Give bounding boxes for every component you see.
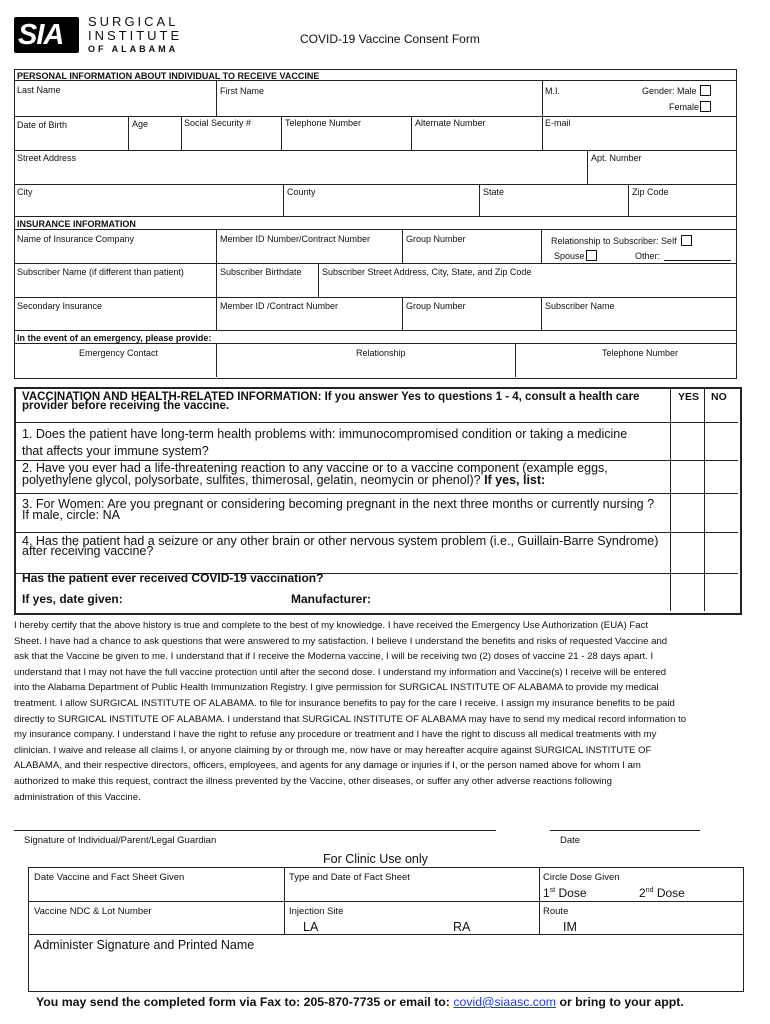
signature-label: Signature of Individual/Parent/Legal Guardian (24, 835, 217, 846)
secondary-member-id-field[interactable]: Member ID /Contract Number (220, 301, 339, 311)
question-2-line2 (22, 474, 545, 487)
secondary-subscriber-name-field[interactable]: Subscriber Name (545, 301, 615, 311)
administer-signature-field[interactable]: Administer Signature and Printed Name (34, 938, 255, 952)
consent-line: I hereby certify that the above history is true and complete to the best of my knowledge. I have received the Emergency Use Authorization (EUA) Fact (14, 620, 649, 631)
consent-line: treatment. I allow SURGICAL INSTITUTE OF ALABAMA. to file for insurance benefits to pay for the care I receive. I assign my insurance benefits to be paid (14, 697, 675, 709)
state-field[interactable]: State (483, 187, 505, 197)
clinic-use-table (28, 867, 744, 992)
question-3-yes-cell[interactable] (671, 494, 704, 532)
injection-site-la[interactable]: LA (303, 920, 319, 934)
relationship-self-checkbox[interactable] (681, 235, 692, 246)
last-name-field[interactable]: Last Name (17, 85, 61, 95)
dose-2-word: Dose (656, 886, 685, 900)
date-line[interactable] (550, 830, 700, 831)
subscriber-address-field[interactable]: Subscriber Street Address, City, State, and Zip Code (322, 267, 532, 277)
covid-no-cell[interactable] (705, 574, 738, 610)
date-label: Date (560, 835, 581, 846)
county-field[interactable]: County (287, 187, 316, 197)
consent-line: administration of this Vaccine. (14, 791, 141, 803)
dose-1-sup: st (549, 887, 556, 894)
emergency-relationship-field[interactable]: Relationship (356, 348, 406, 358)
date-vaccine-given-field[interactable]: Date Vaccine and Fact Sheet Given (34, 872, 185, 883)
logo-text: SIA (18, 19, 64, 51)
city-field[interactable]: City (17, 187, 33, 197)
form-title: COVID-19 Vaccine Consent Form (300, 32, 480, 46)
relationship-spouse-checkbox[interactable] (586, 250, 597, 261)
dose-2-number: 2 (639, 886, 646, 900)
consent-line: Sheet. I have had a chance to ask questions that were answered to my satisfaction. I believe I understand the benefits and risks of requested Vaccine and (14, 635, 668, 647)
emergency-contact-field[interactable]: Emergency Contact (79, 348, 159, 358)
brand-name (88, 15, 182, 55)
dose-1-word: Dose (558, 886, 587, 900)
gender-male-checkbox[interactable] (700, 85, 711, 96)
question-1-line1: 1. Does the patient have long-term health problems with: immunocompromised condition or taking a medicine (22, 427, 628, 441)
covid-yes-cell[interactable] (671, 574, 704, 610)
brand-line-3: OF ALABAMA (88, 44, 179, 54)
insurance-company-field[interactable]: Name of Insurance Company (17, 234, 135, 244)
consent-line: authorized to make this request, contract the illness prevented by the Vaccine, other diseases, or suffer any other adverse reactions following (14, 775, 612, 787)
question-2-yes-cell[interactable] (671, 461, 704, 493)
question-1-line2: that affects your immune system? (22, 444, 209, 458)
subscriber-name-field[interactable]: Subscriber Name (if different than patient) (17, 267, 184, 277)
no-column-header: NO (711, 391, 727, 403)
secondary-group-number-field[interactable]: Group Number (406, 301, 466, 311)
emergency-telephone-field[interactable]: Telephone Number (602, 348, 679, 358)
brand-line-2: INSTITUTE (88, 28, 183, 43)
signature-line[interactable] (14, 830, 496, 831)
question-4-line2: after receiving vaccine? (22, 544, 154, 558)
dose-1-option[interactable] (543, 886, 587, 900)
zip-code-field[interactable]: Zip Code (632, 187, 669, 197)
footer-text-before: You may send the completed form via Fax to: 205-870-7735 or email to: (36, 995, 450, 1009)
route-im[interactable]: IM (563, 920, 577, 934)
brand-line-1: SURGICAL (88, 14, 179, 29)
question-2-if-yes-list: If yes, list: (484, 473, 546, 487)
relationship-spouse-label: Spouse (554, 251, 585, 261)
relationship-self-label: Relationship to Subscriber: Self (551, 236, 677, 246)
clinic-use-title: For Clinic Use only (323, 852, 428, 866)
group-number-field[interactable]: Group Number (406, 234, 466, 244)
covid-date-given-label[interactable]: If yes, date given: (22, 592, 123, 606)
circle-dose-label: Circle Dose Given (543, 872, 620, 883)
question-1-yes-cell[interactable] (671, 423, 704, 460)
injection-site-ra[interactable]: RA (453, 920, 471, 934)
question-2-no-cell[interactable] (705, 461, 738, 493)
consent-line: ALABAMA, and their respective directors, officers, employees, and agents for any damage or injuries if I, or the person named above for whom I am (14, 760, 641, 772)
consent-paragraph (14, 618, 726, 805)
footer-text-after: or bring to your appt. (559, 995, 684, 1009)
vaccination-header-line1: VACCINATION AND HEALTH-RELATED INFORMATION: If you answer Yes to questions 1 - 4, consult a health care (22, 391, 640, 403)
alternate-number-field[interactable]: Alternate Number (415, 118, 486, 128)
subscriber-birthdate-field[interactable]: Subscriber Birthdate (220, 267, 302, 277)
personal-section-title: PERSONAL INFORMATION ABOUT INDIVIDUAL TO RECEIVE VACCINE (17, 71, 320, 81)
gender-female-checkbox[interactable] (700, 101, 711, 112)
question-4-no-cell[interactable] (705, 533, 738, 573)
member-id-field[interactable]: Member ID Number/Contract Number (220, 234, 371, 244)
secondary-insurance-field[interactable]: Secondary Insurance (17, 301, 103, 311)
first-name-field[interactable]: First Name (220, 86, 265, 96)
question-3-line1: 3. For Women: Are you pregnant or considering becoming pregnant in the next three months or currently nursing ? (22, 497, 655, 511)
dob-field[interactable]: Date of Birth (17, 120, 68, 130)
consent-line: into the Alabama Department of Public Health Immunization Registry. I give permission for SURGICAL INSTITUTE OF ALABAMA to provide my medical (14, 682, 659, 694)
email-field[interactable]: E-mail (545, 118, 571, 128)
apt-number-field[interactable]: Apt. Number (591, 153, 642, 163)
mi-field[interactable]: M.I. (545, 86, 560, 96)
dose-2-sup: nd (645, 887, 654, 894)
question-4-line1: 4. Has the patient had a seizure or any other brain or other nervous system problem (i.e., Guillain-Barre Syndrome) (22, 534, 659, 548)
question-4-yes-cell[interactable] (671, 533, 704, 573)
consent-line: my insurance company. I understand I have the right to refuse any procedure or treatment and I have the right to discuss all medical treatments with my (14, 729, 657, 741)
footer-instructions (36, 995, 684, 1009)
footer-email-link[interactable]: covid@siaasc.com (453, 995, 557, 1009)
fact-sheet-type-field[interactable]: Type and Date of Fact Sheet (289, 872, 410, 883)
vaccine-ndc-lot-field[interactable]: Vaccine NDC & Lot Number (34, 906, 152, 917)
consent-line: understand that I may not have the full vaccine protection until after the second dose. I understand my information and Vaccine(s) I receive will be entered (14, 666, 667, 678)
street-address-field[interactable]: Street Address (17, 153, 77, 163)
relationship-other-label: Other: (635, 251, 661, 261)
route-label: Route (543, 906, 569, 917)
consent-line: clinician. I waive and release all claims I, or anyone claiming by or through me, now have or may hereafter acquire against SURGICAL INSTITUTE OF (14, 744, 652, 756)
logo (14, 17, 79, 53)
question-1-no-cell[interactable] (705, 423, 738, 460)
dose-2-option[interactable] (639, 886, 685, 900)
vaccination-header-line2: provider before receiving the vaccine. (22, 400, 230, 412)
question-3-line2: If male, circle: NA (22, 508, 120, 522)
consent-line: directly to SURGICAL INSTITUTE OF ALABAMA. I understand that SURGICAL INSTITUTE OF ALABAMA may have to send my medical record information to (14, 713, 687, 725)
yes-column-header: YES (678, 391, 700, 403)
question-2-line1: 2. Have you ever had a life-threatening reaction to any vaccine or to a vaccine component (example eggs, (22, 461, 608, 475)
covid-manufacturer-label[interactable]: Manufacturer: (291, 592, 372, 606)
gender-male-label: Gender: Male (642, 86, 697, 96)
age-field[interactable]: Age (132, 119, 149, 129)
covid-vaccination-question: Has the patient ever received COVID-19 vaccination? (22, 571, 324, 585)
consent-line: ask that the Vaccine be given to me. I understand that if I receive the Moderna vaccine, I will be receiving two (2) doses of vaccine 21 - 28 days apart. I (14, 651, 654, 663)
question-3-no-cell[interactable] (705, 494, 738, 532)
insurance-section-title: INSURANCE INFORMATION (17, 219, 136, 229)
emergency-section-title: In the event of an emergency, please provide: (17, 333, 212, 343)
ssn-field[interactable]: Social Security # (184, 118, 252, 128)
gender-female-label: Female (669, 102, 700, 112)
dose-1-number: 1 (543, 886, 550, 900)
telephone-field[interactable]: Telephone Number (285, 118, 362, 128)
question-2-line2-text: polyethylene glycol, polysorbate, sulfites, thimerosal, gelatin, neomycin or phenol)? (22, 473, 481, 487)
injection-site-label: Injection Site (289, 906, 344, 917)
relationship-other-line[interactable] (664, 260, 731, 261)
